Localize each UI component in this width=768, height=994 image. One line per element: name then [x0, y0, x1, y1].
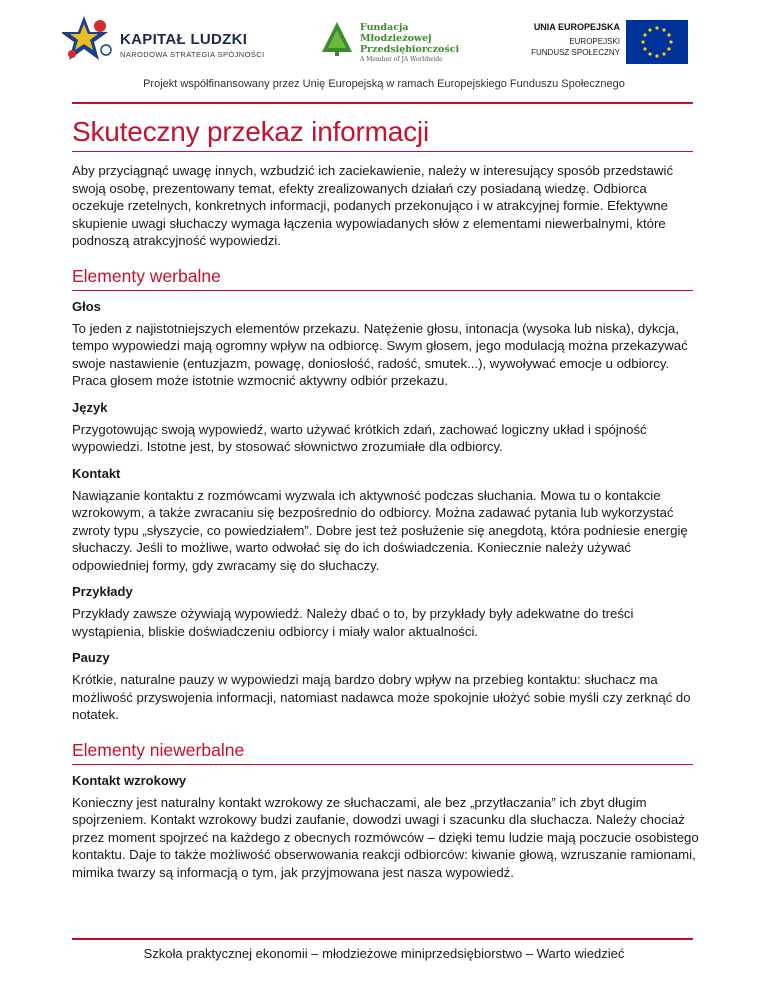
section-divider — [72, 290, 693, 291]
kapital-ludzki-title: KAPITAŁ LUDZKI — [120, 31, 248, 48]
fundacja-logo — [322, 20, 462, 66]
title-underline — [72, 151, 693, 152]
subheading: Pauzy — [72, 650, 110, 665]
footer-divider — [72, 938, 693, 940]
cofinancing-note: Projekt współfinansowany przez Unię Europejską w ramach Europejskiego Funduszu Społecznego — [143, 78, 625, 90]
eu-flag-icon — [626, 20, 688, 64]
eu-logo — [508, 20, 708, 66]
header-divider — [72, 102, 693, 104]
paragraph: Przygotowując swoją wypowiedź, warto używać krótkich zdań, zachować logiczny układ i spójność wypowiedzi. Istotne jest, by stosować słownictwo zrozumiałe dla odbiorcy. — [72, 421, 647, 454]
paragraph: Krótkie, naturalne pauzy w wypowiedzi mają bardzo dobry wpływ na przebieg kontaktu: słuchacz ma możliwość przyswojenia informacji, natomiast nadawca może spokojnie ułożyć sobie myśli czy zerknąć do notatek. — [72, 672, 691, 722]
subheading: Kontakt — [72, 465, 121, 481]
subheading: Kontakt wzrokowy — [72, 772, 187, 788]
fundacja-line-1: Fundacja — [360, 22, 409, 33]
fundacja-line-3: Przedsiębiorczości — [360, 44, 460, 55]
kapital-ludzki-star-icon — [62, 14, 116, 66]
intro-paragraph: Aby przyciągnąć uwagę innych, wzbudzić ich zaciekawienie, należy w interesujący sposób przedstawić swoją osobę, prezentowany temat, efekty zrealizowanych działań czy posiadaną wiedzę. Odbiorca oczekuje rzetelnych, konkretnych informacji, podanych przekonująco i w atrakcyjnej formie. Efektywne skupienie uwagi słuchaczy wymaga łączenia wypowiadanych słów z elementami niewerbalnymi, które podnoszą atrakcyjność wypowiedzi. — [72, 163, 674, 248]
page-title: Skuteczny przekaz informacji — [72, 116, 429, 147]
section-heading: Elementy niewerbalne — [72, 739, 245, 760]
paragraph: Konieczny jest naturalny kontakt wzrokowy ze słuchaczami, ale bez „przytłaczania” ich zbyt długim spojrzeniem. Kontakt wzrokowy budzi zaufanie, dowodzi uwagi i szacunku dla słuchacza. Należy chociaż przez moment spojrzeć na każdego z obecnych rozmówców – dzięki temu ludzie mają poczucie osobistego kontaktu. Daje to także możliwość obserwowania reakcji odbiorców: kiwanie głową, wzruszanie ramionami, mimika twarzy są informacją o tym, jak przyjmowana jest nasza wypowiedź. — [72, 794, 699, 880]
document-body — [72, 162, 702, 891]
section-divider — [72, 764, 693, 765]
kapital-ludzki-logo — [62, 14, 272, 66]
subheading: Przykłady — [72, 584, 133, 599]
eu-line-1: EUROPEJSKI — [569, 37, 620, 46]
eu-line-2: FUNDUSZ SPOŁECZNY — [531, 48, 620, 57]
subheading: Głos — [72, 298, 101, 314]
paragraph: Nawiązanie kontaktu z rozmówcami wyzwala ich aktywność podczas słuchania. Mowa tu o kontakcie wzrokowym, a także zwracaniu się bezpośrednio do odbiorcy. Można zadawać pytania lub wykorzystać zwroty typu „słyszycie, co powiedziałem”. Dobre jest też posłużenie się anegdotą, która podniesie energię słuchaczy. Jeśli to możliwe, warto odwołać się do ich doświadczenia. Koniecznie należy używać odpowiedniej formy, gdy zwracamy się do słuchaczy. — [72, 487, 688, 573]
fundacja-member-line: A Member of JA Worldwide — [360, 56, 443, 63]
kapital-ludzki-subtitle: NARODOWA STRATEGIA SPÓJNOŚCI — [120, 50, 265, 59]
page-footer: Szkoła praktycznej ekonomii – młodzieżowe miniprzedsiębiorstwo – Warto wiedzieć — [143, 946, 625, 961]
eu-title: UNIA EUROPEJSKA — [533, 22, 620, 32]
section-heading: Elementy werbalne — [72, 265, 221, 286]
paragraph: Przykłady zawsze ożywiają wypowiedź. Należy dbać o to, by przykłady były adekwatne do treści wystąpienia, bliskie doświadczeniu odbiorcy i miały walor aktualności. — [72, 606, 634, 639]
fundacja-line-2: Młodzieżowej — [360, 33, 432, 44]
fundacja-tree-icon — [322, 22, 352, 56]
section-verbal — [72, 266, 702, 724]
subheading: Język — [72, 399, 108, 415]
paragraph: To jeden z najistotniejszych elementów przekazu. Natężenie głosu, intonacja (wysoka lub niska), dykcja, tempo wypowiedzi mają ogromny wpływ na odbiorcę. Swym głosem, jego modulacją można przekazywać swoje nastawienie (entuzjazm, powagę, doniosłość, radość, smutek...), wywoływać emocje u odbiorcy. Praca głosem może istotnie wzmocnić aktywny odbiór przekazu. — [72, 320, 688, 388]
section-nonverbal — [72, 740, 702, 882]
page-header — [0, 0, 768, 90]
